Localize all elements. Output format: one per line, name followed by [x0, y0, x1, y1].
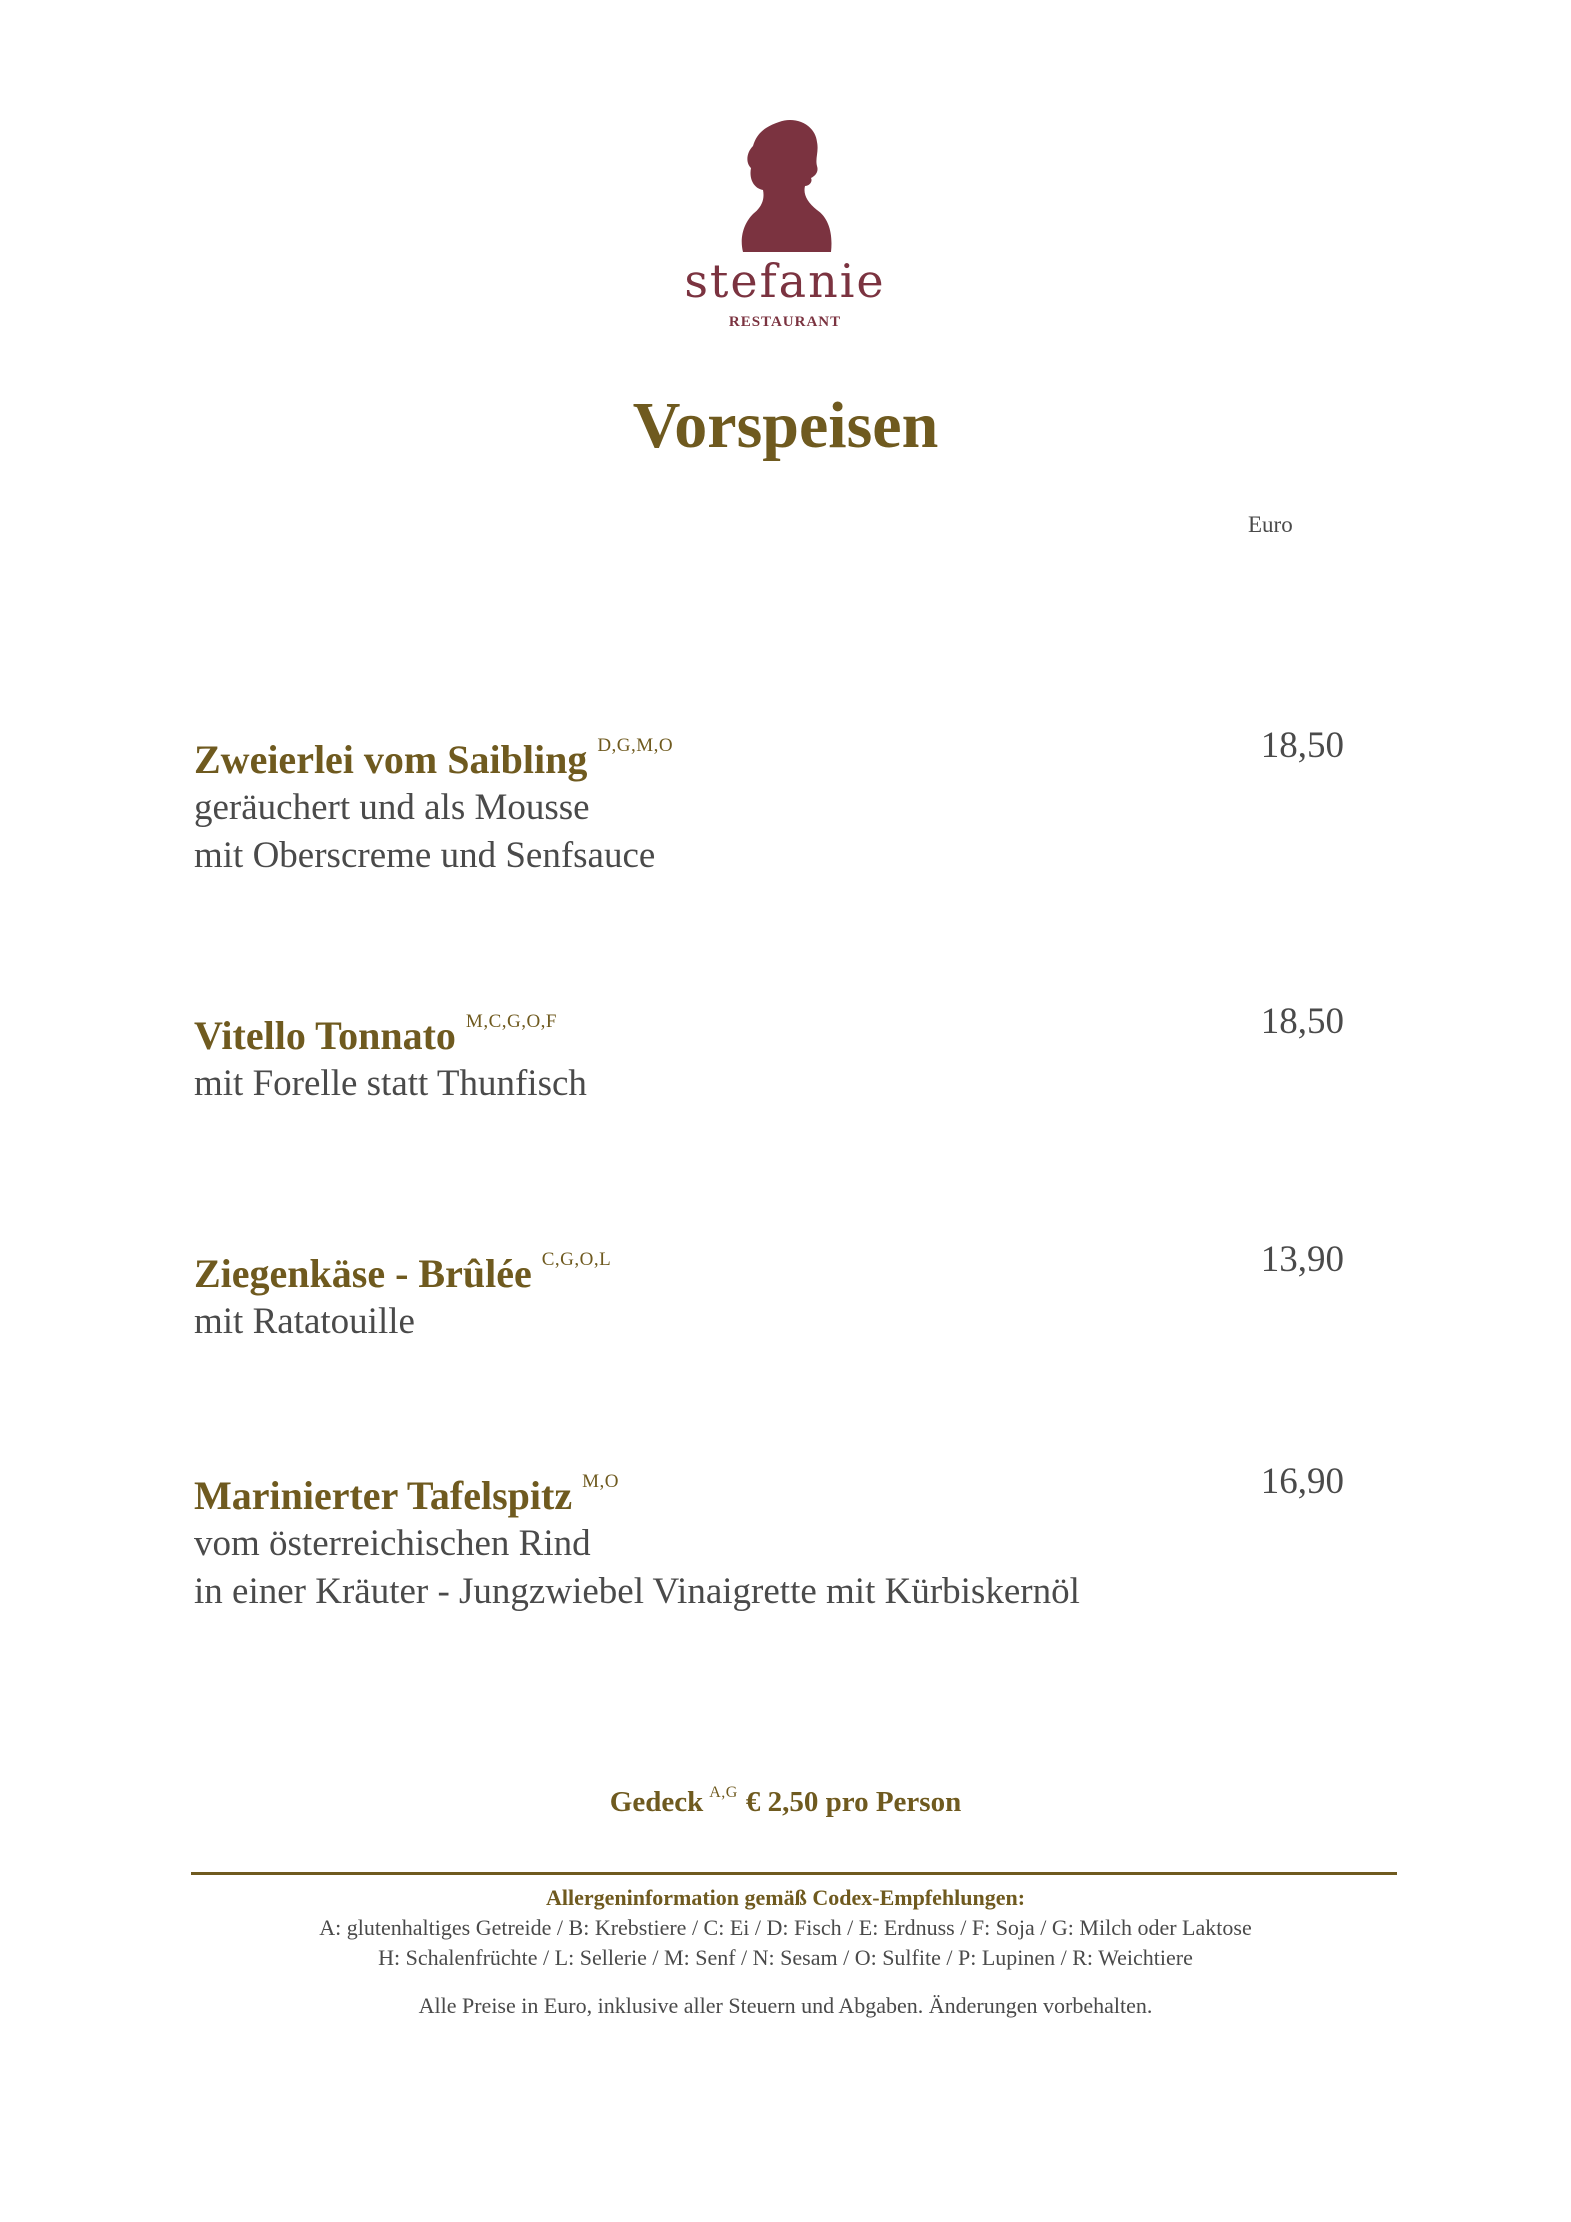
allergen-info [0, 1883, 1571, 1973]
cover-charge-allergens: A,G [709, 1784, 738, 1801]
menu-item [194, 998, 1344, 1108]
menu-item [194, 1236, 1344, 1346]
menu-item-price: 18,50 [1260, 1001, 1344, 1042]
cover-charge-label: Gedeck [609, 1786, 704, 1818]
menu-item-name: Zweierlei vom Saibling [194, 737, 588, 782]
menu-item-description: mit Oberscreme und Senfsauce [194, 835, 656, 876]
menu-item-description: geräuchert und als Mousse [194, 787, 590, 828]
logo-subtitle: RESTAURANT [728, 314, 842, 330]
allergen-info-title: Allergeninformation gemäß Codex-Empfehlungen: [545, 1885, 1026, 1910]
menu-item-name: Vitello Tonnato [194, 1013, 456, 1058]
menu-item-allergens: M,C,G,O,F [465, 1011, 557, 1032]
menu-item [194, 722, 1344, 880]
menu-item-price: 16,90 [1260, 1461, 1344, 1502]
cover-charge [0, 1784, 1571, 1819]
menu-item-allergens: M,O [582, 1471, 619, 1492]
menu-item-allergens: D,G,M,O [597, 735, 674, 756]
menu-item-description: in einer Kräuter - Jungzwiebel Vinaigrette mit Kürbiskernöl [194, 1571, 1080, 1612]
cover-charge-text: € 2,50 pro Person [745, 1786, 962, 1818]
divider [191, 1872, 1397, 1875]
menu-item-name: Ziegenkäse - Brûlée [194, 1251, 532, 1296]
restaurant-logo [675, 118, 895, 331]
price-disclaimer: Alle Preise in Euro, inklusive aller Steuern und Abgaben. Änderungen vorbehalten. [418, 1993, 1153, 2018]
menu-item-price: 13,90 [1260, 1239, 1344, 1280]
menu-item [194, 1458, 1344, 1616]
menu-item-price: 18,50 [1260, 725, 1344, 766]
menu-item-description: mit Ratatouille [194, 1301, 415, 1342]
menu-item-name: Marinierter Tafelspitz [194, 1473, 573, 1518]
logo-name: stefanie [684, 254, 886, 308]
menu-item-allergens: C,G,O,L [541, 1249, 612, 1270]
currency-label: Euro [1248, 512, 1293, 537]
page-title: Vorspeisen [632, 389, 939, 462]
menu-item-description: mit Forelle statt Thunfisch [194, 1063, 587, 1104]
allergen-info-line: H: Schalenfrüchte / L: Sellerie / M: Senf / N: Sesam / O: Sulfite / P: Lupinen / R: Weichtiere [378, 1945, 1193, 1970]
silhouette-portrait-icon [735, 118, 835, 254]
menu-item-description: vom österreichischen Rind [194, 1523, 591, 1564]
allergen-info-line: A: glutenhaltiges Getreide / B: Krebstiere / C: Ei / D: Fisch / E: Erdnuss / F: Soja / G: Milch oder Laktose [319, 1915, 1252, 1940]
